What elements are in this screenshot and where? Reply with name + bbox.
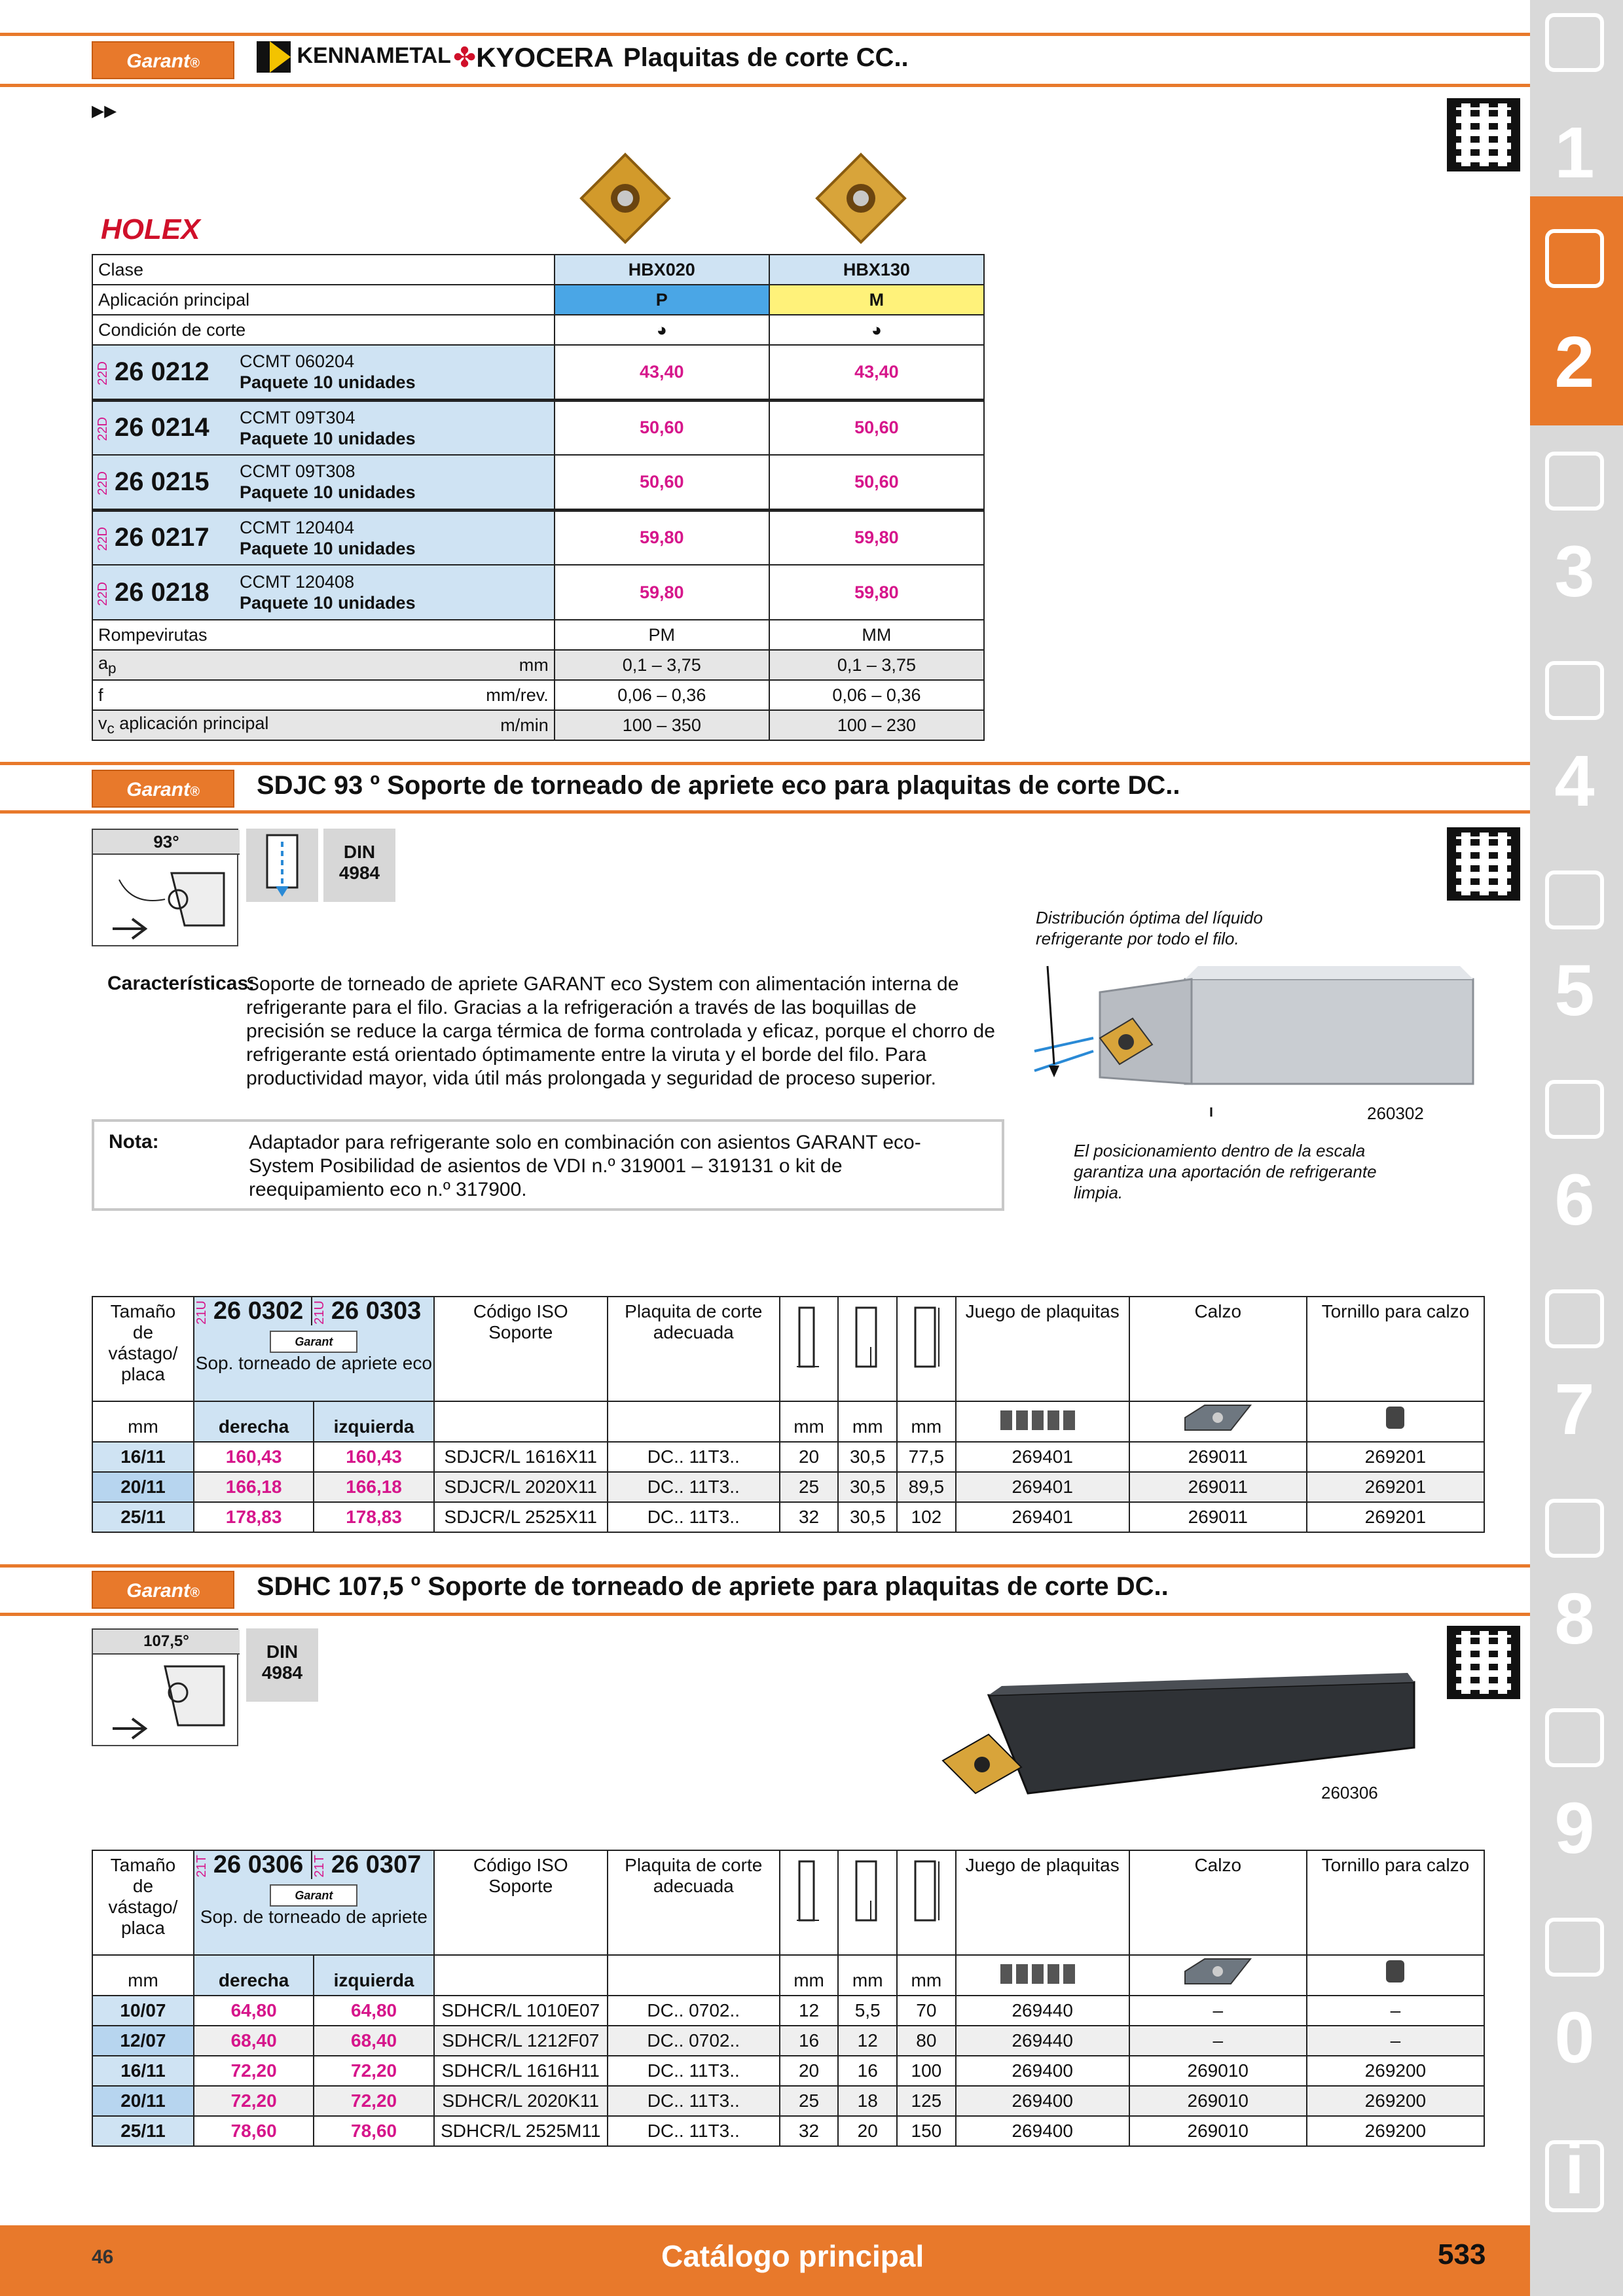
note-box — [92, 1119, 1004, 1211]
page-number: 533 — [1438, 2238, 1486, 2270]
pack-size: Paquete 10 unidades — [240, 538, 416, 558]
table-row[interactable]: 10/07 64,80 64,80 SDHCR/L 1010E07 DC.. 0702.. 12 5,5 70 269440 – – — [92, 1996, 1484, 2026]
table-row[interactable]: 22D 26 0215 CCMT 09T308 Paquete 10 unidades 50,60 50,60 — [92, 455, 984, 510]
price: 43,40 — [555, 345, 769, 400]
qr-code-icon[interactable] — [1447, 827, 1520, 901]
insert-hbx020-image — [576, 149, 674, 247]
param-row: f mm/rev. 0,06 – 0,36 0,06 – 0,36 — [92, 680, 984, 710]
chapter-tab-3[interactable]: 3 — [1554, 531, 1595, 612]
qr-code-icon[interactable] — [1447, 98, 1520, 171]
section-title-sdjc: SDJC 93 º Soporte de torneado de apriete eco para plaquitas de corte DC.. — [257, 771, 1180, 800]
footer-title: Catálogo principal — [661, 2239, 924, 2273]
param-row: $a_p$ mm 0,1 – 3,75 0,1 – 3,75 — [92, 650, 984, 680]
col-screw: Tornillo para calzo — [1307, 1850, 1484, 1955]
chapter-tab-4[interactable]: 4 — [1554, 741, 1595, 821]
caption-positioning: El posicionamiento dentro de la escala garantiza una aportación de refrigerante limpia. — [1074, 1141, 1377, 1202]
dim-l-icon — [897, 1850, 956, 1955]
section-title-sdhc: SDHC 107,5 º Soporte de torneado de apriete para plaquitas de corte DC.. — [257, 1572, 1169, 1601]
table-row[interactable]: 16/11 72,20 72,20 SDHCR/L 1616H11 DC.. 11T3.. 20 16 100 269400 269010 269200 — [92, 2056, 1484, 2086]
sub-label: Sop. torneado de apriete eco — [195, 1353, 432, 1373]
price: 59,80 — [769, 565, 984, 620]
inserts-table — [92, 254, 985, 741]
din-4984-badge: DIN 4984 — [323, 829, 395, 902]
article-number: 26 0217 — [115, 523, 210, 552]
image-reference: 260306 — [1321, 1783, 1378, 1803]
sdjc-table: Tamaño de vástago/ placa 21U 26 0302 21U 26 0303 Garant Sop. torneado de apriete eco Código ISO Soporte Plaquita de corte adecuada Juego de plaquitas Calzo Tornillo para calzo mm derecha izquierda mm mm mm 16/11 160,43 160,43 SDJCR/L 1616X11 DC.. 11T3.. 20 30,5 77,5 269401 269011 269201 20/11 166,18 166,18 SDJCR/L 2020X11 DC.. 11T3.. 25 30,5 89,5 269401 269011 269201 25/11 178,83 178,83 SDJCR/L 2525X11 DC.. 11T3.. 32 30,5 102 269401 269011 269201 — [92, 1296, 1485, 1533]
caliper-icon[interactable] — [1545, 661, 1604, 720]
unit-right: derecha — [194, 1955, 314, 1996]
drill-icon[interactable] — [1545, 13, 1604, 72]
garant-logo: Garant® — [92, 1571, 234, 1609]
article-number: 26 0212 — [115, 357, 210, 386]
app-m: M — [769, 285, 984, 315]
din-4984-badge: DIN 4984 — [246, 1628, 318, 1702]
characteristics-label: Características: — [107, 973, 255, 994]
chapter-tab-9[interactable]: 9 — [1554, 1788, 1595, 1869]
header-rule — [0, 84, 1530, 87]
safety-gear-icon[interactable] — [1545, 1918, 1604, 1977]
pack-size: Paquete 10 unidades — [240, 482, 416, 503]
table-row[interactable]: 22D 26 0214 CCMT 09T304 Paquete 10 unidades 50,60 50,60 — [92, 400, 984, 455]
saw-icon[interactable] — [1545, 870, 1604, 929]
col-shim: Calzo — [1129, 1297, 1307, 1401]
image-reference: 260302 — [1367, 1103, 1424, 1123]
angle-diagram-107: 107,5° — [92, 1628, 238, 1746]
insert-hbx130-image — [812, 149, 910, 247]
characteristics-text: Soporte de torneado de apriete GARANT eco System con alimentación interna de refrigerante para el filo. Gracias a la refrigeración a través de las boquillas de precisión se reduce la carga térmica de forma controlada y eficaz, porque el chorro de refrigerante está orientado óptimamente entre la viruta y el borde del filo. Para productividad mayor, vida útil más prolongada y seguridad de proceso superior. — [246, 973, 995, 1089]
col-insert: Plaquita de corte adecuada — [608, 1297, 780, 1401]
cutting-condition-icon: ◕ — [555, 315, 769, 345]
price: 43,40 — [769, 345, 984, 400]
table-row[interactable]: 16/11 160,43 160,43 SDJCR/L 1616X11 DC.. 11T3.. 20 30,5 77,5 269401 269011 269201 — [92, 1442, 1484, 1472]
iso-code: CCMT 120404 — [240, 517, 355, 537]
chapter-tab-2[interactable]: 2 — [1554, 322, 1595, 403]
table-row[interactable]: 20/11 166,18 166,18 SDJCR/L 2020X11 DC.. 11T3.. 25 30,5 89,5 269401 269011 269201 — [92, 1472, 1484, 1502]
row-label-condicion: Condición de corte — [92, 315, 555, 345]
garant-mini-logo: Garant — [270, 1331, 357, 1353]
table-row[interactable]: 20/11 72,20 72,20 SDHCR/L 2020K11 DC.. 11T3.. 25 18 125 269400 269010 269200 — [92, 2086, 1484, 2116]
insert-kit-icon — [956, 1955, 1129, 1996]
price: 50,60 — [555, 455, 769, 510]
col-size: Tamaño de vástago/ placa — [92, 1850, 194, 1955]
price: 59,80 — [769, 510, 984, 565]
screw-icon — [1307, 1401, 1484, 1442]
app-p: P — [555, 285, 769, 315]
chuck-icon[interactable] — [1545, 452, 1604, 511]
section-rule — [0, 1613, 1530, 1616]
pack-size: Paquete 10 unidades — [240, 372, 416, 393]
grade-hbx020: HBX020 — [555, 255, 769, 285]
table-row[interactable]: 22D 26 0217 CCMT 120404 Paquete 10 unidades 59,80 59,80 — [92, 510, 984, 565]
kyocera-mark-icon: ✤ — [453, 42, 477, 73]
col-shim: Calzo — [1129, 1850, 1307, 1955]
chapter-tab-0[interactable]: 0 — [1554, 1998, 1595, 2078]
sub-label: Sop. de torneado de apriete — [200, 1907, 428, 1927]
dim-h-icon — [780, 1297, 839, 1401]
section-rule — [0, 810, 1530, 814]
caption-coolant-distribution: Distribución óptima del líquido refrigerante por todo el filo. — [1036, 908, 1263, 948]
note-text: Adaptador para refrigerante solo en combinación con asientos GARANT eco-System Posibilidad de asientos de VDI n.º 319001 – 319131 o kit de reequipamiento eco n.º 317900. — [249, 1132, 921, 1200]
row-label-clase: Clase — [92, 255, 555, 285]
unit-mm: mm — [92, 1955, 194, 1996]
price: 50,60 — [769, 455, 984, 510]
screw-icon — [1307, 1955, 1484, 1996]
unit-left: izquierda — [314, 1401, 433, 1442]
garant-mini-logo: Garant — [270, 1884, 357, 1907]
iso-code: CCMT 120408 — [240, 572, 355, 592]
grade-hbx130: HBX130 — [769, 255, 984, 285]
shim-icon — [1129, 1955, 1307, 1996]
param-row: $v_c$ aplicación principal m/min 100 – 350 100 – 230 — [92, 710, 984, 740]
top-rule — [0, 33, 1530, 36]
col-kit: Juego de plaquitas — [956, 1297, 1129, 1401]
hammer-pliers-icon[interactable] — [1545, 1289, 1604, 1348]
note-label: Nota: — [109, 1131, 159, 1153]
col-screw: Tornillo para calzo — [1307, 1297, 1484, 1401]
dim-h-icon — [780, 1850, 839, 1955]
pack-size: Paquete 10 unidades — [240, 593, 416, 613]
holder-sdjc-image — [1021, 953, 1480, 1123]
garant-logo: Garant® — [92, 770, 234, 808]
col-kit: Juego de plaquitas — [956, 1850, 1129, 1955]
angle-diagram-93: 93° — [92, 829, 238, 946]
col-insert: Plaquita de corte adecuada — [608, 1850, 780, 1955]
dim-b-icon — [838, 1297, 897, 1401]
chapter-tab-1[interactable]: 1 — [1554, 113, 1595, 193]
wrench-icon[interactable] — [1545, 1080, 1604, 1139]
chapter-tab-5[interactable]: 5 — [1554, 950, 1595, 1031]
insert-icon[interactable] — [1545, 229, 1604, 288]
col-iso: Código ISO Soporte — [434, 1297, 608, 1401]
iso-code: CCMT 060204 — [240, 351, 355, 372]
param-row: Rompevirutas PM MM — [92, 620, 984, 650]
unit-left: izquierda — [314, 1955, 433, 1996]
article-number: 26 0215 — [115, 467, 210, 496]
shim-icon — [1129, 1401, 1307, 1442]
iso-code: CCMT 09T304 — [240, 407, 356, 427]
table-row[interactable]: 12/07 68,40 68,40 SDHCR/L 1212F07 DC.. 0702.. 16 12 80 269440 – – — [92, 2026, 1484, 2056]
table-row[interactable]: 22D 26 0212 CCMT 060204 Paquete 10 unidades 43,40 43,40 — [92, 345, 984, 400]
article-number: 26 0214 — [115, 413, 210, 442]
unit-right: derecha — [194, 1401, 314, 1442]
chapter-tab-8[interactable]: 8 — [1554, 1579, 1595, 1659]
table-row[interactable]: 22D 26 0218 CCMT 120408 Paquete 10 unidades 59,80 59,80 — [92, 565, 984, 620]
price: 59,80 — [555, 565, 769, 620]
kyocera-logo: ✤KYOCERA — [453, 42, 614, 73]
workbench-icon[interactable] — [1545, 1499, 1604, 1558]
table-row[interactable]: 25/11 178,83 178,83 SDJCR/L 2525X11 DC.. 11T3.. 32 30,5 102 269401 269011 269201 — [92, 1502, 1484, 1532]
cabinet-icon[interactable] — [1545, 1708, 1604, 1767]
table-row[interactable]: 25/11 78,60 78,60 SDHCR/L 2525M11 DC.. 11T3.. 32 20 150 269400 269010 269200 — [92, 2116, 1484, 2146]
chapter-tab-7[interactable]: 7 — [1554, 1369, 1595, 1450]
dim-b-icon — [838, 1850, 897, 1955]
section-rule — [0, 1564, 1530, 1568]
dim-l-icon — [897, 1297, 956, 1401]
iso-code: CCMT 09T308 — [240, 461, 356, 482]
chapter-tab-6[interactable]: 6 — [1554, 1160, 1595, 1240]
pack-size: Paquete 10 unidades — [240, 428, 416, 448]
coolant-icon — [246, 829, 318, 902]
qr-code-icon[interactable] — [1447, 1626, 1520, 1699]
holex-logo: HOLEX — [101, 213, 200, 245]
sdhc-table: Tamaño de vástago/ placa 21T 26 0306 21T 26 0307 Garant Sop. de torneado de apriete Código ISO Soporte Plaquita de corte adecuada Juego de plaquitas Calzo Tornillo para calzo mm derecha izquierda mm mm mm 10/07 64,80 64,80 SDHCR/L 1010E07 DC.. 0702.. 12 5,5 70 269440 – – 12/07 68,40 68,40 SDHCR/L 1212F07 DC.. 0702.. 16 12 80 269440 – – 16/11 72,20 72,20 SDHCR/L 1616H11 DC.. 11T3.. 20 16 100 269400 269010 269200 20/11 72,20 72,20 SDHCR/L 2020K11 DC.. 11T3.. 25 18 125 269400 269010 269200 25/11 78,60 78,60 SDHCR/L 2525M11 DC.. 11T3.. 32 20 150 269400 269010 269200 — [92, 1850, 1485, 2147]
price: 50,60 — [555, 400, 769, 455]
row-label-aplicacion: Aplicación principal — [92, 285, 555, 315]
col-iso: Código ISO Soporte — [434, 1850, 608, 1955]
price: 59,80 — [555, 510, 769, 565]
garant-logo: Garant® — [92, 41, 234, 79]
article-number: 26 0218 — [115, 577, 210, 607]
article-number-left: 26 0303 — [331, 1297, 422, 1325]
unit-mm: mm — [92, 1401, 194, 1442]
cutting-condition-icon: ◕ — [769, 315, 984, 345]
page-title: Plaquitas de corte CC.. — [623, 43, 909, 72]
continue-arrows-icon: ▸▸ — [92, 97, 117, 124]
insert-kit-icon — [956, 1401, 1129, 1442]
kennametal-logo: KENNAMETAL — [257, 41, 451, 73]
footer-left-number: 46 — [92, 2246, 114, 2268]
article-number-left: 26 0307 — [331, 1851, 422, 1878]
article-number-right: 26 0306 — [213, 1851, 304, 1878]
price: 50,60 — [769, 400, 984, 455]
col-size: Tamaño de vástago/ placa — [92, 1297, 194, 1401]
chapter-tab-info[interactable]: i — [1564, 2128, 1585, 2209]
article-number-right: 26 0302 — [213, 1297, 304, 1325]
section-rule — [0, 762, 1530, 765]
